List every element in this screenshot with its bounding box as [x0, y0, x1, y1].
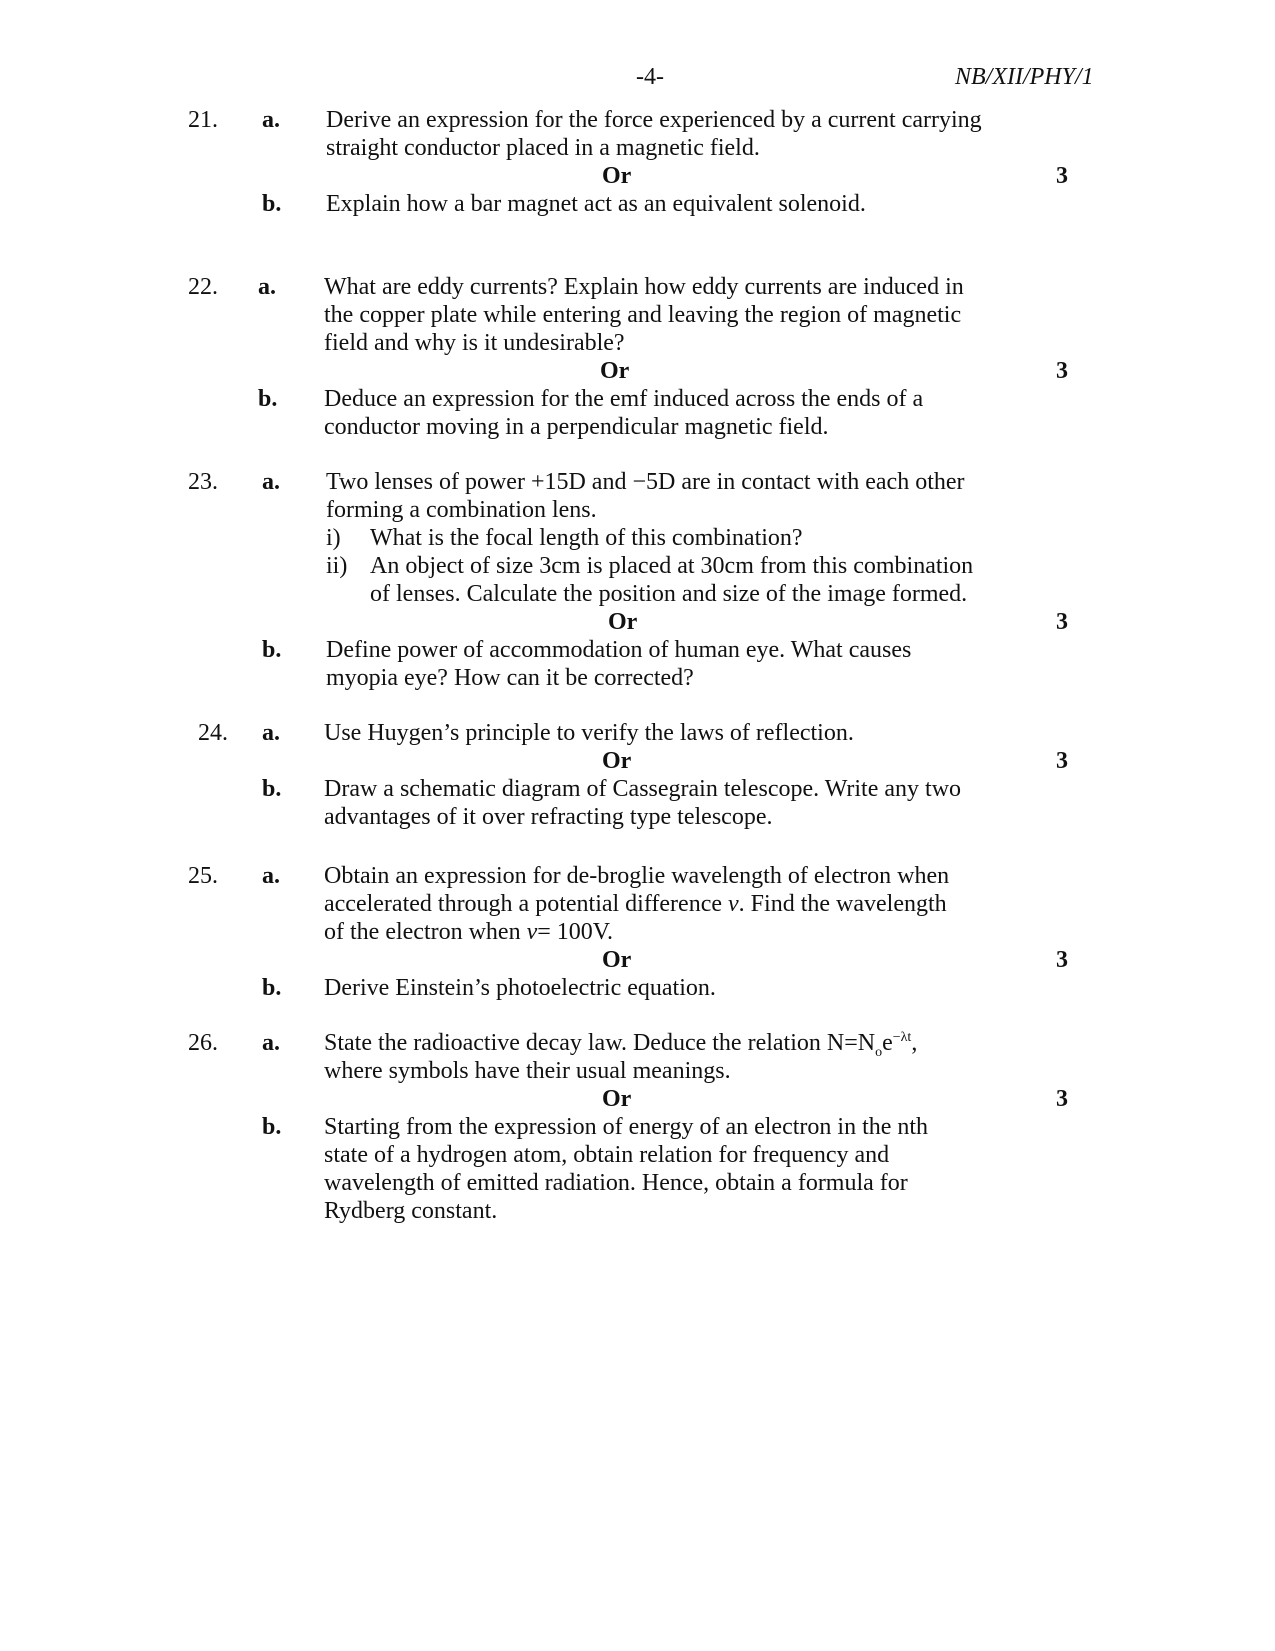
option-b-text-line: Deduce an expression for the emf induced across the ends of a: [324, 386, 924, 412]
option-b-text-line: Starting from the expression of energy of an electron in the nth: [324, 1114, 929, 1140]
question-number: 23.: [188, 469, 218, 495]
variable-v: v: [728, 891, 739, 917]
sub-item-label: ii): [326, 553, 348, 579]
text-segment: ,: [911, 1030, 918, 1056]
or-label: Or: [602, 947, 632, 973]
option-a-text-line: field and why is it undesirable?: [324, 330, 625, 356]
option-b-text-line: conductor moving in a perpendicular magnetic field.: [324, 414, 829, 440]
option-a-text-line: [324, 1029, 917, 1058]
text-segment: accelerated through a potential difference: [324, 891, 723, 917]
text-segment: = 100V.: [537, 919, 614, 945]
superscript: −λt: [892, 1030, 912, 1045]
option-a-label: a.: [262, 863, 280, 889]
option-a-text-line: where symbols have their usual meanings.: [324, 1058, 731, 1084]
question-number: 25.: [188, 863, 218, 889]
option-a-label: a.: [258, 274, 276, 300]
option-a-text-line: [324, 890, 947, 919]
sub-item-text-line: of lenses. Calculate the position and size of the image formed.: [370, 581, 968, 607]
option-b-text-line: state of a hydrogen atom, obtain relation for frequency and: [324, 1142, 890, 1168]
question-number: 21.: [188, 107, 218, 133]
option-b-text-line: Define power of accommodation of human eye. What causes: [326, 637, 912, 663]
subscript: o: [875, 1044, 883, 1060]
or-label: Or: [602, 748, 632, 774]
page-number: -4-: [636, 64, 664, 90]
option-a-text-line: Two lenses of power +15D and −5D are in contact with each other: [326, 469, 965, 495]
option-b-text-line: myopia eye? How can it be corrected?: [326, 665, 694, 691]
option-b-label: b.: [262, 776, 282, 802]
text-segment: e: [882, 1030, 893, 1056]
option-b-text-line: advantages of it over refracting type telescope.: [324, 804, 773, 830]
marks: 3: [1056, 609, 1068, 635]
option-a-text-line: forming a combination lens.: [326, 497, 597, 523]
option-b-text-line: Rydberg constant.: [324, 1198, 498, 1224]
question-number: 24.: [198, 720, 228, 746]
option-a-text-line: Use Huygen’s principle to verify the laws of reflection.: [324, 720, 854, 746]
option-a-text-line: Derive an expression for the force experienced by a current carrying: [326, 107, 982, 133]
option-a-text-line: the copper plate while entering and leaving the region of magnetic: [324, 302, 962, 328]
marks: 3: [1056, 1086, 1068, 1112]
sub-item-text-line: What is the focal length of this combination?: [370, 525, 803, 551]
option-a-label: a.: [262, 720, 280, 746]
marks: 3: [1056, 748, 1068, 774]
sub-item-text-line: An object of size 3cm is placed at 30cm from this combination: [370, 553, 974, 579]
variable-v: v: [526, 919, 538, 945]
option-b-label: b.: [258, 386, 278, 412]
option-b-label: b.: [262, 975, 282, 1001]
option-a-text-line: What are eddy currents? Explain how eddy currents are induced in: [324, 274, 964, 300]
or-label: Or: [608, 609, 638, 635]
option-b-text-line: Explain how a bar magnet act as an equivalent solenoid.: [326, 191, 866, 217]
question-number: 26.: [188, 1030, 218, 1056]
sub-item-label: i): [326, 525, 341, 551]
marks: 3: [1056, 947, 1068, 973]
option-a-label: a.: [262, 107, 280, 133]
marks: 3: [1056, 358, 1068, 384]
option-a-text-line: [324, 918, 613, 947]
or-label: Or: [602, 1086, 632, 1112]
or-label: Or: [602, 163, 632, 189]
option-a-label: a.: [262, 469, 280, 495]
option-a-label: a.: [262, 1030, 280, 1056]
paper-code: NB/XII/PHY/1: [955, 64, 1094, 90]
text-segment: of the electron when: [324, 919, 521, 945]
question-number: 22.: [188, 274, 218, 300]
marks: 3: [1056, 163, 1068, 189]
option-b-text-line: wavelength of emitted radiation. Hence, obtain a formula for: [324, 1170, 908, 1196]
option-b-label: b.: [262, 637, 282, 663]
option-b-label: b.: [262, 191, 282, 217]
option-a-text-line: straight conductor placed in a magnetic field.: [326, 135, 760, 161]
option-a-text-line: Obtain an expression for de-broglie wavelength of electron when: [324, 863, 950, 889]
text-segment: State the radioactive decay law. Deduce the relation N=N: [324, 1030, 876, 1056]
text-segment: . Find the wavelength: [738, 891, 947, 917]
option-b-label: b.: [262, 1114, 282, 1140]
or-label: Or: [600, 358, 630, 384]
option-b-text-line: Draw a schematic diagram of Cassegrain telescope. Write any two: [324, 776, 962, 802]
option-b-text-line: Derive Einstein’s photoelectric equation.: [324, 975, 716, 1001]
